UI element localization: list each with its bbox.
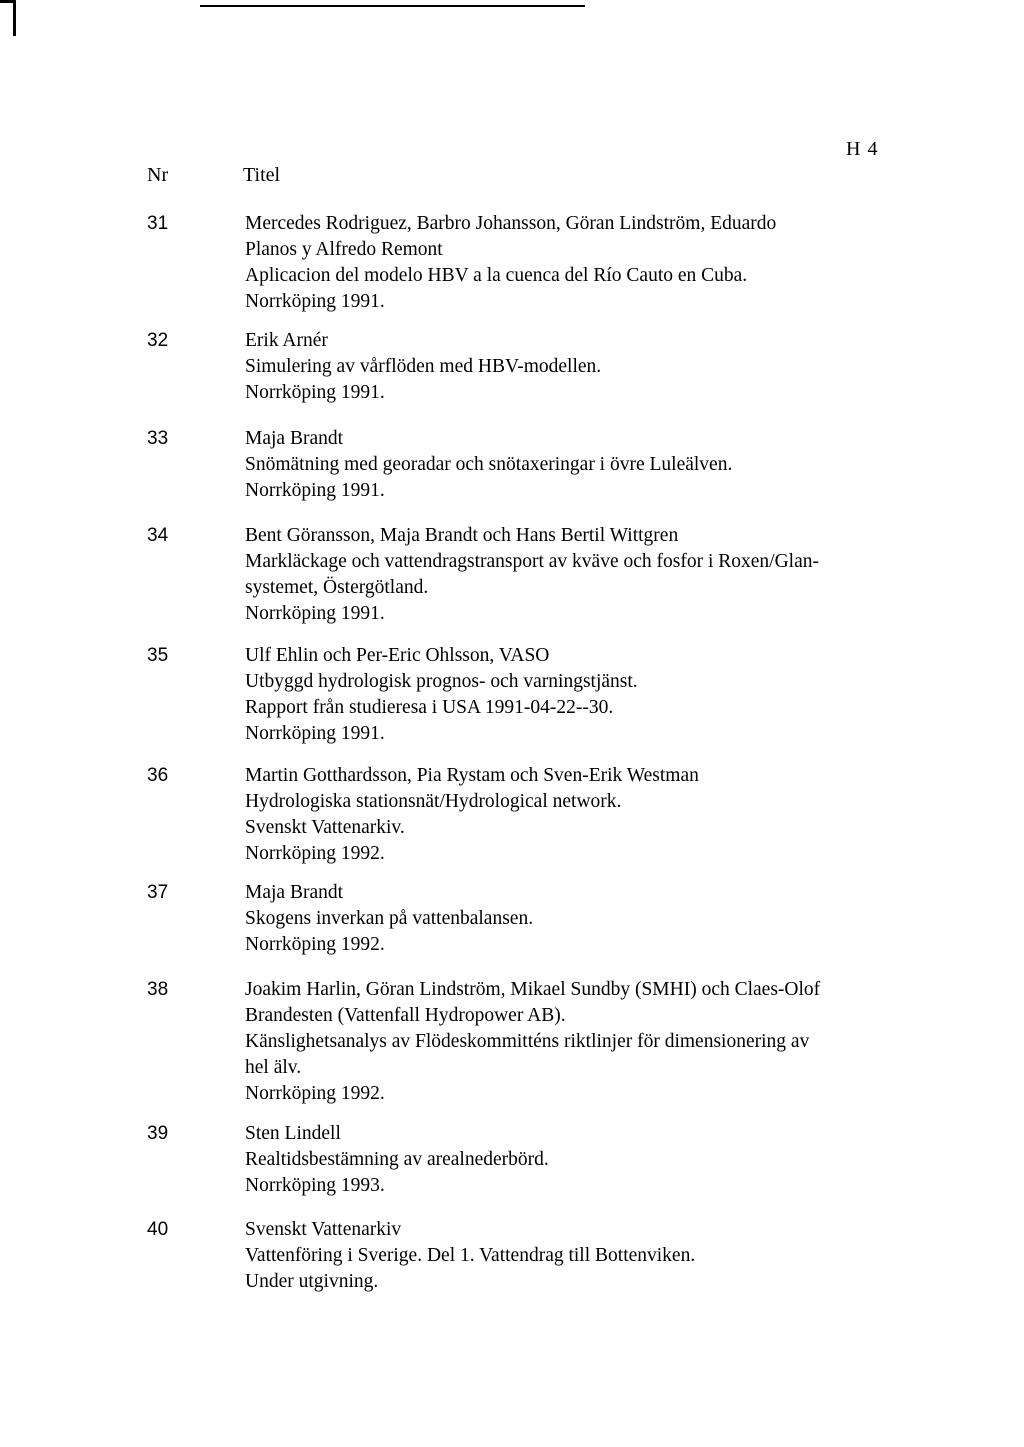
entry-line: Hydrologiska stationsnät/Hydrological network. bbox=[245, 791, 622, 812]
entry-line: hel älv. bbox=[245, 1057, 302, 1078]
entry-number: 34 bbox=[147, 525, 169, 546]
entry-number: 37 bbox=[147, 882, 169, 903]
entry-line: Norrköping 1992. bbox=[245, 1083, 385, 1104]
entry-number: 31 bbox=[147, 213, 169, 234]
entry-text bbox=[245, 763, 885, 867]
entry-number: 35 bbox=[147, 645, 169, 666]
entry-line: Erik Arnér bbox=[245, 330, 328, 351]
entry-number: 32 bbox=[147, 330, 169, 351]
column-header-title: Titel bbox=[243, 164, 281, 186]
entry-text bbox=[245, 1217, 885, 1295]
entry-text bbox=[245, 211, 885, 315]
entry-line: Markläckage och vattendragstransport av kväve och fosfor i Roxen/Glan- bbox=[245, 551, 819, 572]
entry-line: Maja Brandt bbox=[245, 428, 344, 449]
entry-text bbox=[245, 977, 885, 1107]
entry-line: Aplicacion del modelo HBV a la cuenca del Río Cauto en Cuba. bbox=[245, 265, 748, 286]
entry-text bbox=[245, 523, 885, 627]
entry-line: Svenskt Vattenarkiv. bbox=[245, 817, 405, 838]
entry-text bbox=[245, 328, 885, 406]
entry-number: 39 bbox=[147, 1123, 169, 1144]
entry-line: Planos y Alfredo Remont bbox=[245, 239, 443, 260]
entry-line: Svenskt Vattenarkiv bbox=[245, 1219, 402, 1240]
scan-corner-mark bbox=[0, 0, 16, 36]
entry-line: Norrköping 1991. bbox=[245, 723, 385, 744]
top-rule bbox=[200, 5, 585, 7]
entry-line: Norrköping 1992. bbox=[245, 934, 385, 955]
entry-text bbox=[245, 1121, 885, 1199]
entry-text bbox=[245, 880, 885, 958]
entry-line: Realtidsbestämning av arealnederbörd. bbox=[245, 1149, 549, 1170]
entry-line: Martin Gotthardsson, Pia Rystam och Sven-Erik Westman bbox=[245, 765, 699, 786]
entry-line: Sten Lindell bbox=[245, 1123, 341, 1144]
entry-line: Under utgivning. bbox=[245, 1271, 379, 1292]
entry-number: 36 bbox=[147, 765, 169, 786]
entry-text bbox=[245, 643, 885, 747]
page-identifier: H 4 bbox=[846, 138, 879, 160]
entry-line: Norrköping 1992. bbox=[245, 843, 385, 864]
entry-line: Vattenföring i Sverige. Del 1. Vattendrag till Bottenviken. bbox=[245, 1245, 696, 1266]
entry-line: Bent Göransson, Maja Brandt och Hans Bertil Wittgren bbox=[245, 525, 679, 546]
entry-line: Snömätning med georadar och snötaxeringar i övre Luleälven. bbox=[245, 454, 733, 475]
entry-line: Mercedes Rodriguez, Barbro Johansson, Göran Lindström, Eduardo bbox=[245, 213, 777, 234]
column-header-nr: Nr bbox=[147, 164, 169, 186]
entry-line: Rapport från studieresa i USA 1991-04-22--30. bbox=[245, 697, 614, 718]
entry-line: Skogens inverkan på vattenbalansen. bbox=[245, 908, 534, 929]
entry-line: Norrköping 1991. bbox=[245, 291, 385, 312]
entry-line: Maja Brandt bbox=[245, 882, 344, 903]
entry-number: 38 bbox=[147, 979, 169, 1000]
entry-line: Utbyggd hydrologisk prognos- och varningstjänst. bbox=[245, 671, 638, 692]
entry-line: Norrköping 1991. bbox=[245, 480, 385, 501]
entry-line: Känslighetsanalys av Flödeskommitténs riktlinjer för dimensionering av bbox=[245, 1031, 810, 1052]
entry-line: Norrköping 1991. bbox=[245, 603, 385, 624]
entry-number: 40 bbox=[147, 1219, 169, 1240]
entry-line: systemet, Östergötland. bbox=[245, 577, 429, 598]
entry-line: Brandesten (Vattenfall Hydropower AB). bbox=[245, 1005, 566, 1026]
entry-line: Norrköping 1993. bbox=[245, 1175, 385, 1196]
entry-line: Ulf Ehlin och Per-Eric Ohlsson, VASO bbox=[245, 645, 550, 666]
entry-number: 33 bbox=[147, 428, 169, 449]
entry-text bbox=[245, 426, 885, 504]
entry-line: Joakim Harlin, Göran Lindström, Mikael Sundby (SMHI) och Claes-Olof bbox=[245, 979, 821, 1000]
entry-line: Simulering av vårflöden med HBV-modellen. bbox=[245, 356, 602, 377]
entry-line: Norrköping 1991. bbox=[245, 382, 385, 403]
